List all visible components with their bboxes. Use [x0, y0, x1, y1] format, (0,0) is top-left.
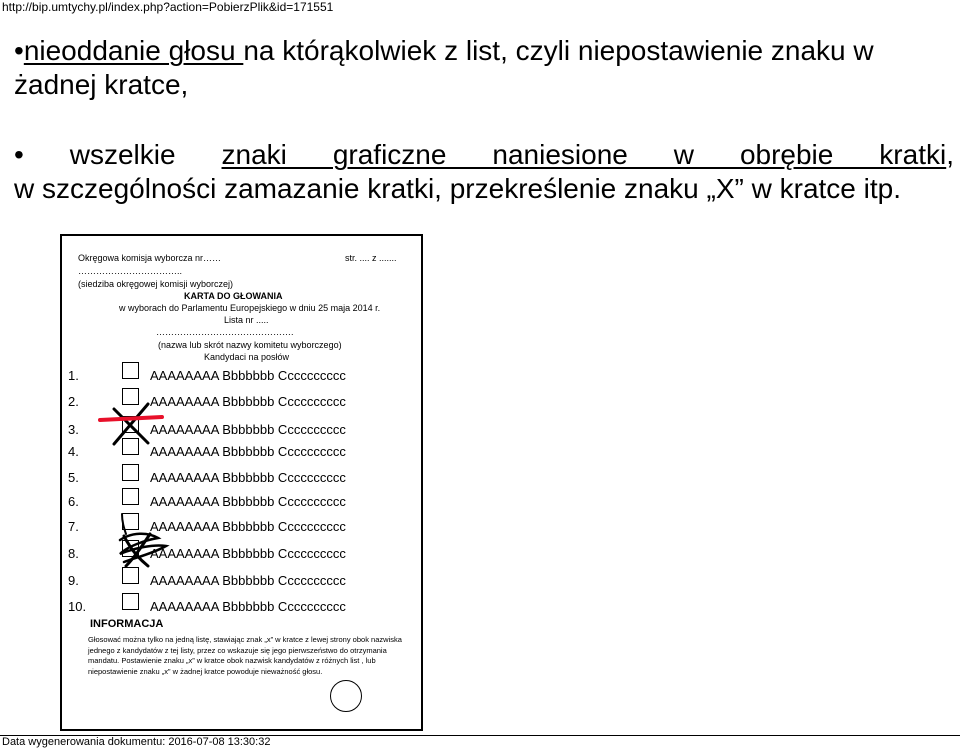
bullet-text: wszelkie	[23, 139, 222, 170]
vote-checkbox[interactable]	[122, 567, 139, 584]
candidate-name: AAAAAAAA Bbbbbbb Cccccccccc	[150, 368, 346, 383]
bullet-line-2: w szczególności zamazanie kratki, przekreślenie znaku „X” w kratce itp.	[14, 173, 902, 204]
candidate-name: AAAAAAAA Bbbbbbb Cccccccccc	[150, 394, 346, 409]
generated-date: Data wygenerowania dokumentu: 2016-07-08 13:30:32	[2, 736, 271, 748]
candidate-number: 4.	[68, 444, 79, 459]
bullet-line-1	[14, 34, 954, 68]
candidate-name: AAAAAAAA Bbbbbbb Cccccccccc	[150, 470, 346, 485]
vote-checkbox[interactable]	[122, 593, 139, 610]
info-paragraph: Głosować można tylko na jedną listę, stawiając znak „x” w kratce z lewej strony obok nazwiska jednego z kandydatów z tej listy, przez co wskazuje się jego pierwszeństwo do otrzymania mandatu. Postawienie znaku „x” w kratce obok nazwisk kandydatów z różnych list , lub niepostawienie znaku „x” w żadnej kratce powoduje nieważność głosu.	[88, 635, 402, 676]
candidates-label: Kandydaci na posłów	[204, 352, 290, 362]
candidate-number: 9.	[68, 573, 79, 588]
footer-bar	[0, 735, 960, 748]
candidate-name: AAAAAAAA Bbbbbbb Cccccccccc	[150, 599, 346, 614]
commission-seat-caption: (siedziba okręgowej komisji wyborczej)	[78, 279, 234, 289]
underlined-phrase: nieoddanie głosu	[23, 35, 244, 66]
committee-caption: (nazwa lub skrót nazwy komitetu wyborczego)	[158, 340, 342, 350]
vote-checkbox[interactable]	[122, 416, 139, 433]
bullet-invalid-no-vote	[14, 34, 954, 102]
dotted-line: ……………………………..	[78, 266, 183, 276]
vote-checkbox[interactable]	[122, 540, 139, 557]
candidate-name: AAAAAAAA Bbbbbbb Cccccccccc	[150, 444, 346, 459]
vote-checkbox[interactable]	[122, 388, 139, 405]
candidate-name: AAAAAAAA Bbbbbbb Cccccccccc	[150, 573, 346, 588]
candidate-number: 10.	[68, 599, 87, 614]
dotted-line: ……………………………………….	[156, 327, 294, 337]
commission-label: Okręgowa komisja wyborcza nr……	[78, 253, 222, 263]
candidate-name: AAAAAAAA Bbbbbbb Cccccccccc	[150, 494, 346, 509]
vote-checkbox[interactable]	[122, 488, 139, 505]
ballot-card	[60, 234, 423, 731]
vote-checkbox[interactable]	[122, 513, 139, 530]
candidate-number: 8.	[68, 546, 79, 561]
bullet-invalid-marks	[14, 138, 954, 206]
candidate-number: 7.	[68, 519, 79, 534]
candidate-name: AAAAAAAA Bbbbbbb Cccccccccc	[150, 519, 346, 534]
bullet-text-comma: ,	[946, 139, 954, 170]
ballot-title: KARTA DO GŁOWANIA	[184, 291, 283, 301]
candidate-number: 1.	[68, 368, 79, 383]
candidate-name: AAAAAAAA Bbbbbbb Cccccccccc	[150, 546, 346, 561]
bullet-dot: •	[14, 35, 24, 66]
vote-checkbox[interactable]	[122, 362, 139, 379]
bullet-text: na którąkolwiek z list, czyli niepostawienie znaku w	[243, 35, 874, 66]
candidate-number: 5.	[68, 470, 79, 485]
candidate-name: AAAAAAAA Bbbbbbb Cccccccccc	[150, 422, 346, 437]
info-heading: INFORMACJA	[90, 618, 164, 630]
page-url: http://bip.umtychy.pl/index.php?action=PobierzPlik&id=171551	[2, 0, 334, 14]
candidate-number: 2.	[68, 394, 79, 409]
bullet-line-2: żadnej kratce,	[14, 69, 189, 100]
vote-checkbox[interactable]	[122, 438, 139, 455]
vote-checkbox[interactable]	[122, 464, 139, 481]
election-name: w wyborach do Parlamentu Europejskiego w dniu 25 maja 2014 r.	[119, 303, 381, 313]
candidate-number: 3.	[68, 422, 79, 437]
list-number: Lista nr .....	[224, 315, 269, 325]
page-counter: str. .... z .......	[345, 253, 397, 263]
stamp-circle	[330, 680, 362, 712]
candidate-number: 6.	[68, 494, 79, 509]
bullet-dot: •	[14, 139, 24, 170]
bullet-line-1	[14, 138, 954, 172]
underlined-phrase: znaki graficzne naniesione w obrębie kratki	[221, 139, 947, 170]
